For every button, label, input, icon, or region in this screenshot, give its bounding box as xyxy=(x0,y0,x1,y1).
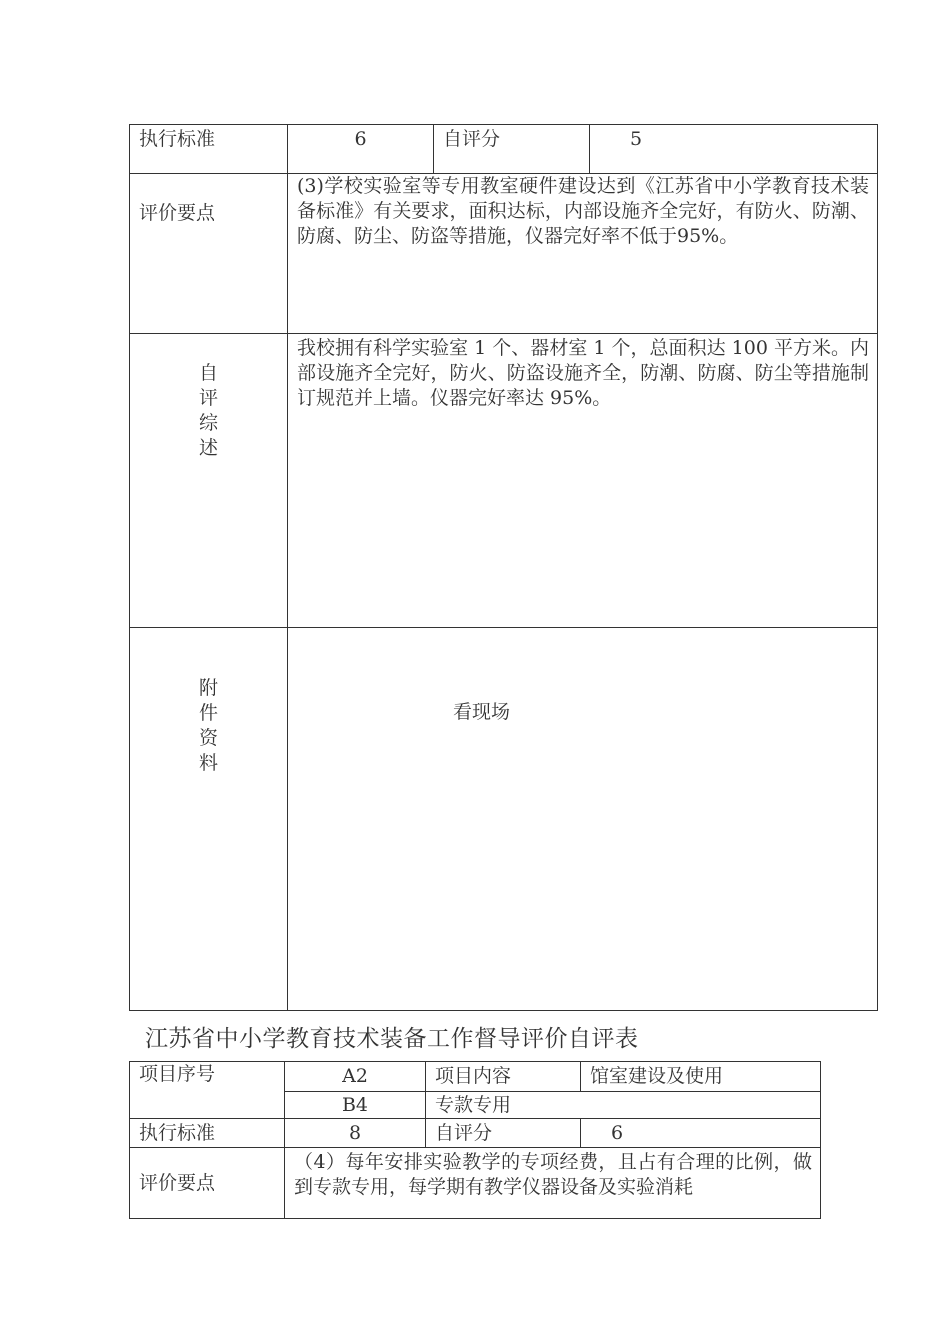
item-number-a: A2 xyxy=(285,1062,426,1092)
item-content-label: 项目内容 xyxy=(426,1062,581,1092)
item-number-label: 项目序号 xyxy=(130,1062,285,1119)
label-char: 评 xyxy=(198,387,218,409)
item-content-value: 馆室建设及使用 xyxy=(581,1062,821,1092)
self-assessment-label xyxy=(130,334,288,628)
evaluation-points-content: （4）每年安排实验教学的专项经费，且占有合理的比例，做到专款专用，每学期有教学仪器设备及实验消耗 xyxy=(285,1148,821,1219)
evaluation-points-label: 评价要点 xyxy=(130,1148,285,1219)
self-score-value: 5 xyxy=(590,125,878,174)
attachments-text: 看现场 xyxy=(453,701,511,723)
item-content-detail: 专款专用 xyxy=(426,1092,821,1119)
standard-label: 执行标准 xyxy=(130,1119,285,1148)
self-score-label: 自评分 xyxy=(434,125,590,174)
label-char: 述 xyxy=(198,437,218,459)
evaluation-points-label: 评价要点 xyxy=(130,174,288,334)
label-char: 综 xyxy=(198,412,218,434)
self-assessment-content: 我校拥有科学实验室 1 个、器材室 1 个，总面积达 100 平方米。内部设施齐全完好，防火、防盗设施齐全，防潮、防腐、防尘等措施制订规范并上墙。仪器完好率达 95%。 xyxy=(288,334,878,628)
attachments-content xyxy=(288,628,878,1011)
label-char: 资 xyxy=(198,727,218,749)
standard-value: 8 xyxy=(285,1119,426,1148)
self-score-value: 6 xyxy=(581,1119,821,1148)
label-char: 件 xyxy=(198,702,218,724)
standard-label: 执行标准 xyxy=(130,125,288,174)
evaluation-table-lower xyxy=(129,1061,821,1219)
item-number-b: B4 xyxy=(285,1092,426,1119)
attachments-label xyxy=(130,628,288,1011)
self-score-label: 自评分 xyxy=(426,1119,581,1148)
form-title: 江苏省中小学教育技术装备工作督导评价自评表 xyxy=(145,1026,639,1052)
label-char: 料 xyxy=(198,752,218,774)
standard-value: 6 xyxy=(288,125,434,174)
evaluation-points-content: (3)学校实验室等专用教室硬件建设达到《江苏省中小学教育技术装备标准》有关要求，面积达标，内部设施齐全完好，有防火、防潮、防腐、防尘、防盗等措施，仪器完好率不低于95%。 xyxy=(288,174,878,334)
label-char: 自 xyxy=(198,362,218,384)
evaluation-table-upper xyxy=(129,124,878,1011)
label-char: 附 xyxy=(198,677,218,699)
